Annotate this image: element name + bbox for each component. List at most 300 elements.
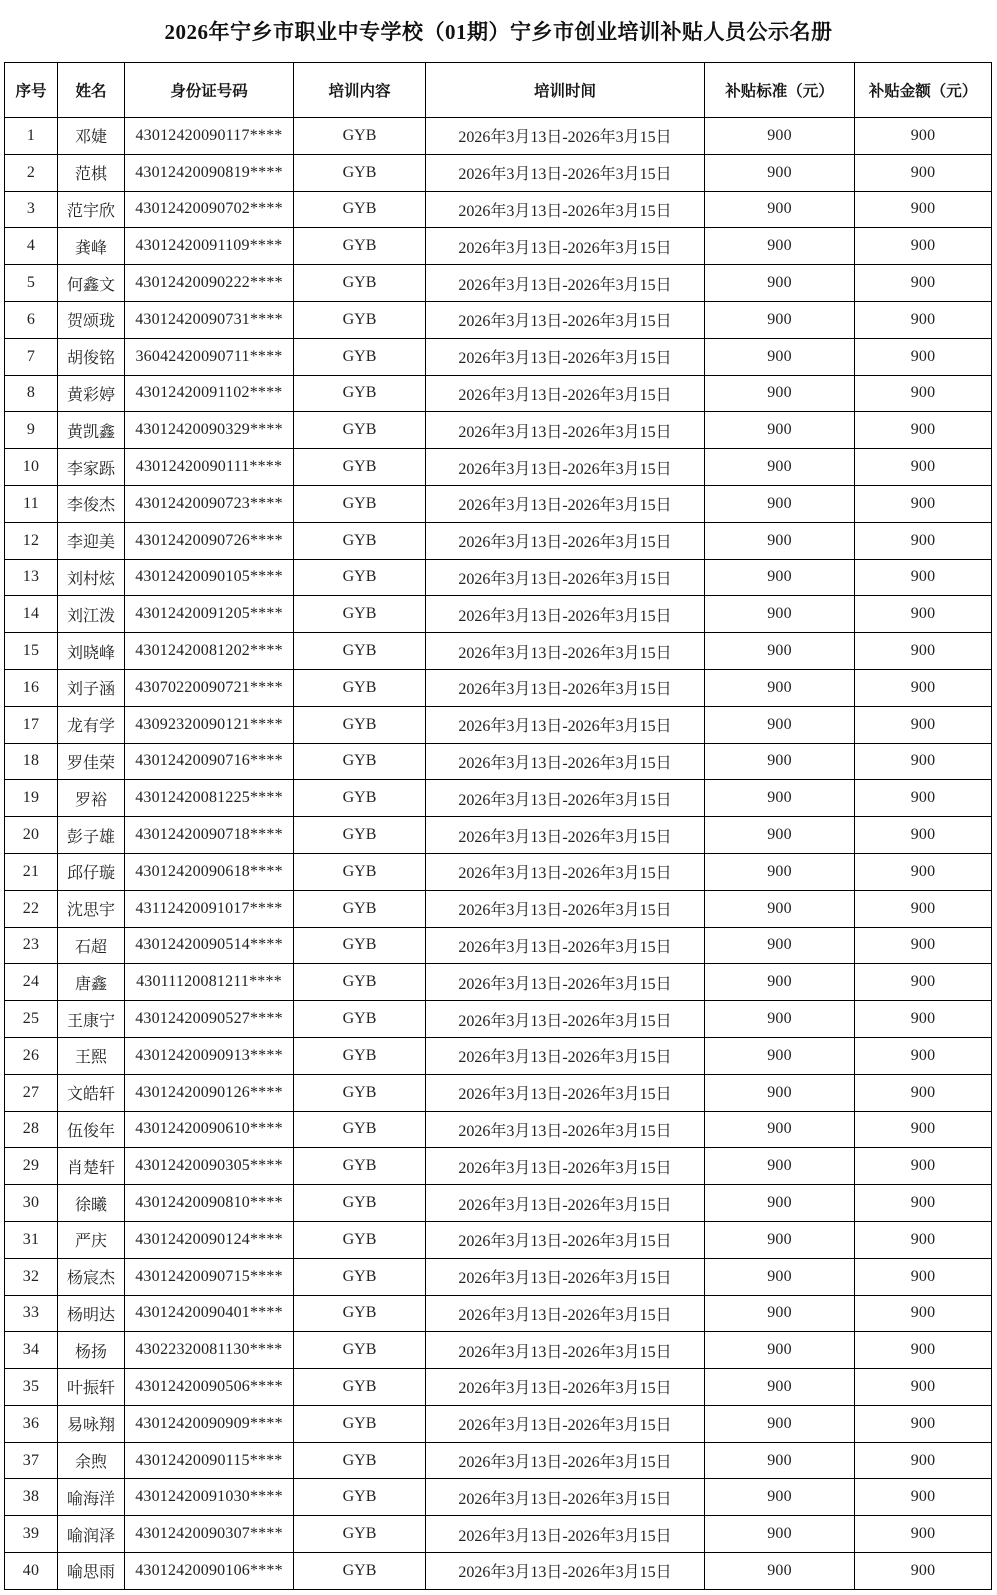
cell-standard: 900 bbox=[705, 1295, 855, 1332]
cell-id: 43012420090329**** bbox=[125, 412, 294, 449]
cell-time: 2026年3月13日-2026年3月15日 bbox=[426, 449, 705, 486]
cell-name: 刘江泼 bbox=[58, 596, 125, 633]
cell-id: 43012420090715**** bbox=[125, 1258, 294, 1295]
cell-seq: 1 bbox=[5, 118, 58, 155]
cell-id: 43012420090618**** bbox=[125, 853, 294, 890]
cell-content: GYB bbox=[294, 1295, 426, 1332]
cell-standard: 900 bbox=[705, 927, 855, 964]
cell-content: GYB bbox=[294, 1479, 426, 1516]
cell-time: 2026年3月13日-2026年3月15日 bbox=[426, 817, 705, 854]
table-row bbox=[5, 853, 992, 890]
cell-name: 黄彩婷 bbox=[58, 375, 125, 412]
cell-standard: 900 bbox=[705, 1258, 855, 1295]
cell-id: 43012420090723**** bbox=[125, 485, 294, 522]
table-row bbox=[5, 1185, 992, 1222]
page-title: 2026年宁乡市职业中专学校（01期）宁乡市创业培训补贴人员公示名册 bbox=[164, 20, 833, 44]
cell-amount: 900 bbox=[855, 1442, 992, 1479]
table-row bbox=[5, 1295, 992, 1332]
cell-standard: 900 bbox=[705, 412, 855, 449]
cell-name: 李家跞 bbox=[58, 449, 125, 486]
column-header-name: 姓名 bbox=[58, 63, 125, 118]
cell-time: 2026年3月13日-2026年3月15日 bbox=[426, 1037, 705, 1074]
cell-amount: 900 bbox=[855, 743, 992, 780]
cell-seq: 9 bbox=[5, 412, 58, 449]
cell-standard: 900 bbox=[705, 559, 855, 596]
cell-standard: 900 bbox=[705, 780, 855, 817]
cell-name: 石超 bbox=[58, 927, 125, 964]
cell-name: 余煦 bbox=[58, 1442, 125, 1479]
cell-content: GYB bbox=[294, 743, 426, 780]
cell-content: GYB bbox=[294, 191, 426, 228]
cell-id: 43012420090124**** bbox=[125, 1221, 294, 1258]
cell-name: 王熙 bbox=[58, 1037, 125, 1074]
cell-amount: 900 bbox=[855, 1295, 992, 1332]
cell-seq: 28 bbox=[5, 1111, 58, 1148]
cell-standard: 900 bbox=[705, 743, 855, 780]
cell-name: 李俊杰 bbox=[58, 485, 125, 522]
cell-name: 何鑫文 bbox=[58, 265, 125, 302]
cell-content: GYB bbox=[294, 1037, 426, 1074]
cell-content: GYB bbox=[294, 1332, 426, 1369]
cell-standard: 900 bbox=[705, 1405, 855, 1442]
cell-amount: 900 bbox=[855, 1037, 992, 1074]
cell-time: 2026年3月13日-2026年3月15日 bbox=[426, 1405, 705, 1442]
cell-content: GYB bbox=[294, 1442, 426, 1479]
cell-amount: 900 bbox=[855, 412, 992, 449]
cell-time: 2026年3月13日-2026年3月15日 bbox=[426, 375, 705, 412]
cell-id: 43012420090111**** bbox=[125, 449, 294, 486]
cell-id: 43012420090106**** bbox=[125, 1553, 294, 1590]
table-row bbox=[5, 964, 992, 1001]
table-row bbox=[5, 1442, 992, 1479]
cell-amount: 900 bbox=[855, 449, 992, 486]
table-row bbox=[5, 817, 992, 854]
cell-seq: 39 bbox=[5, 1516, 58, 1553]
cell-amount: 900 bbox=[855, 669, 992, 706]
cell-standard: 900 bbox=[705, 596, 855, 633]
cell-standard: 900 bbox=[705, 1001, 855, 1038]
cell-time: 2026年3月13日-2026年3月15日 bbox=[426, 780, 705, 817]
cell-content: GYB bbox=[294, 154, 426, 191]
cell-name: 喻思雨 bbox=[58, 1553, 125, 1590]
cell-standard: 900 bbox=[705, 817, 855, 854]
cell-amount: 900 bbox=[855, 706, 992, 743]
cell-name: 胡俊铭 bbox=[58, 338, 125, 375]
cell-amount: 900 bbox=[855, 1369, 992, 1406]
cell-id: 43012420090819**** bbox=[125, 154, 294, 191]
cell-name: 罗佳荣 bbox=[58, 743, 125, 780]
table-row bbox=[5, 1111, 992, 1148]
cell-content: GYB bbox=[294, 1111, 426, 1148]
cell-content: GYB bbox=[294, 1553, 426, 1590]
cell-seq: 22 bbox=[5, 890, 58, 927]
cell-id: 43012420090305**** bbox=[125, 1148, 294, 1185]
cell-standard: 900 bbox=[705, 1221, 855, 1258]
table-header bbox=[5, 63, 992, 118]
table-row bbox=[5, 265, 992, 302]
column-header-amount: 补贴金额（元） bbox=[855, 63, 992, 118]
cell-amount: 900 bbox=[855, 118, 992, 155]
cell-content: GYB bbox=[294, 1405, 426, 1442]
cell-name: 邱仔璇 bbox=[58, 853, 125, 890]
cell-seq: 10 bbox=[5, 449, 58, 486]
cell-seq: 25 bbox=[5, 1001, 58, 1038]
table-row bbox=[5, 706, 992, 743]
cell-amount: 900 bbox=[855, 228, 992, 265]
cell-time: 2026年3月13日-2026年3月15日 bbox=[426, 1295, 705, 1332]
table-row bbox=[5, 301, 992, 338]
cell-content: GYB bbox=[294, 449, 426, 486]
cell-time: 2026年3月13日-2026年3月15日 bbox=[426, 265, 705, 302]
cell-id: 43012420091102**** bbox=[125, 375, 294, 412]
cell-seq: 20 bbox=[5, 817, 58, 854]
cell-time: 2026年3月13日-2026年3月15日 bbox=[426, 1332, 705, 1369]
cell-content: GYB bbox=[294, 964, 426, 1001]
cell-name: 唐鑫 bbox=[58, 964, 125, 1001]
cell-standard: 900 bbox=[705, 1148, 855, 1185]
cell-seq: 7 bbox=[5, 338, 58, 375]
column-header-time: 培训时间 bbox=[426, 63, 705, 118]
cell-time: 2026年3月13日-2026年3月15日 bbox=[426, 1111, 705, 1148]
cell-seq: 33 bbox=[5, 1295, 58, 1332]
cell-standard: 900 bbox=[705, 522, 855, 559]
cell-time: 2026年3月13日-2026年3月15日 bbox=[426, 1553, 705, 1590]
cell-amount: 900 bbox=[855, 1185, 992, 1222]
cell-seq: 23 bbox=[5, 927, 58, 964]
cell-standard: 900 bbox=[705, 485, 855, 522]
cell-name: 贺颂珑 bbox=[58, 301, 125, 338]
cell-amount: 900 bbox=[855, 1479, 992, 1516]
cell-id: 43012420091030**** bbox=[125, 1479, 294, 1516]
cell-content: GYB bbox=[294, 1258, 426, 1295]
subsidy-roster-table bbox=[4, 62, 992, 1590]
cell-amount: 900 bbox=[855, 596, 992, 633]
cell-time: 2026年3月13日-2026年3月15日 bbox=[426, 890, 705, 927]
cell-name: 邓婕 bbox=[58, 118, 125, 155]
cell-standard: 900 bbox=[705, 375, 855, 412]
cell-amount: 900 bbox=[855, 1258, 992, 1295]
cell-content: GYB bbox=[294, 265, 426, 302]
cell-name: 龚峰 bbox=[58, 228, 125, 265]
table-row bbox=[5, 1001, 992, 1038]
cell-id: 43011120081211**** bbox=[125, 964, 294, 1001]
cell-name: 范棋 bbox=[58, 154, 125, 191]
cell-content: GYB bbox=[294, 522, 426, 559]
cell-content: GYB bbox=[294, 412, 426, 449]
cell-id: 43012420090909**** bbox=[125, 1405, 294, 1442]
cell-seq: 4 bbox=[5, 228, 58, 265]
cell-time: 2026年3月13日-2026年3月15日 bbox=[426, 1479, 705, 1516]
cell-amount: 900 bbox=[855, 301, 992, 338]
table-row bbox=[5, 1369, 992, 1406]
table-row bbox=[5, 412, 992, 449]
table-header-row bbox=[5, 63, 992, 118]
cell-time: 2026年3月13日-2026年3月15日 bbox=[426, 118, 705, 155]
cell-time: 2026年3月13日-2026年3月15日 bbox=[426, 853, 705, 890]
cell-seq: 27 bbox=[5, 1074, 58, 1111]
cell-name: 彭子雄 bbox=[58, 817, 125, 854]
table-row bbox=[5, 559, 992, 596]
cell-content: GYB bbox=[294, 228, 426, 265]
cell-time: 2026年3月13日-2026年3月15日 bbox=[426, 964, 705, 1001]
cell-id: 43012420090401**** bbox=[125, 1295, 294, 1332]
cell-content: GYB bbox=[294, 780, 426, 817]
cell-amount: 900 bbox=[855, 1001, 992, 1038]
table-row bbox=[5, 154, 992, 191]
cell-seq: 14 bbox=[5, 596, 58, 633]
cell-content: GYB bbox=[294, 927, 426, 964]
cell-content: GYB bbox=[294, 1001, 426, 1038]
table-row bbox=[5, 743, 992, 780]
cell-seq: 18 bbox=[5, 743, 58, 780]
cell-name: 罗裕 bbox=[58, 780, 125, 817]
cell-standard: 900 bbox=[705, 1037, 855, 1074]
cell-time: 2026年3月13日-2026年3月15日 bbox=[426, 154, 705, 191]
cell-seq: 15 bbox=[5, 633, 58, 670]
cell-id: 36042420090711**** bbox=[125, 338, 294, 375]
cell-name: 杨扬 bbox=[58, 1332, 125, 1369]
cell-id: 43092320090121**** bbox=[125, 706, 294, 743]
table-row bbox=[5, 228, 992, 265]
cell-seq: 29 bbox=[5, 1148, 58, 1185]
table-body bbox=[5, 118, 992, 1590]
cell-amount: 900 bbox=[855, 154, 992, 191]
cell-time: 2026年3月13日-2026年3月15日 bbox=[426, 1148, 705, 1185]
cell-time: 2026年3月13日-2026年3月15日 bbox=[426, 228, 705, 265]
cell-amount: 900 bbox=[855, 1553, 992, 1590]
cell-seq: 37 bbox=[5, 1442, 58, 1479]
table-row bbox=[5, 375, 992, 412]
cell-seq: 38 bbox=[5, 1479, 58, 1516]
cell-standard: 900 bbox=[705, 1479, 855, 1516]
cell-standard: 900 bbox=[705, 853, 855, 890]
cell-name: 易咏翔 bbox=[58, 1405, 125, 1442]
cell-amount: 900 bbox=[855, 375, 992, 412]
cell-content: GYB bbox=[294, 853, 426, 890]
cell-amount: 900 bbox=[855, 338, 992, 375]
cell-time: 2026年3月13日-2026年3月15日 bbox=[426, 1221, 705, 1258]
table-row bbox=[5, 1516, 992, 1553]
cell-content: GYB bbox=[294, 559, 426, 596]
cell-standard: 900 bbox=[705, 265, 855, 302]
cell-name: 文皓轩 bbox=[58, 1074, 125, 1111]
table-row bbox=[5, 338, 992, 375]
cell-id: 43012420090115**** bbox=[125, 1442, 294, 1479]
cell-amount: 900 bbox=[855, 265, 992, 302]
cell-standard: 900 bbox=[705, 228, 855, 265]
cell-time: 2026年3月13日-2026年3月15日 bbox=[426, 927, 705, 964]
cell-content: GYB bbox=[294, 890, 426, 927]
cell-content: GYB bbox=[294, 596, 426, 633]
cell-standard: 900 bbox=[705, 301, 855, 338]
cell-time: 2026年3月13日-2026年3月15日 bbox=[426, 596, 705, 633]
table-row bbox=[5, 1037, 992, 1074]
cell-content: GYB bbox=[294, 375, 426, 412]
cell-name: 黄凯鑫 bbox=[58, 412, 125, 449]
cell-amount: 900 bbox=[855, 890, 992, 927]
cell-content: GYB bbox=[294, 1148, 426, 1185]
table-row bbox=[5, 1148, 992, 1185]
cell-amount: 900 bbox=[855, 522, 992, 559]
cell-seq: 12 bbox=[5, 522, 58, 559]
column-header-content: 培训内容 bbox=[294, 63, 426, 118]
cell-name: 范宇欣 bbox=[58, 191, 125, 228]
cell-seq: 40 bbox=[5, 1553, 58, 1590]
cell-id: 43012420090222**** bbox=[125, 265, 294, 302]
cell-name: 肖楚轩 bbox=[58, 1148, 125, 1185]
cell-name: 喻润泽 bbox=[58, 1516, 125, 1553]
cell-amount: 900 bbox=[855, 1405, 992, 1442]
cell-standard: 900 bbox=[705, 154, 855, 191]
cell-id: 43012420090716**** bbox=[125, 743, 294, 780]
column-header-standard: 补贴标准（元） bbox=[705, 63, 855, 118]
table-row bbox=[5, 1405, 992, 1442]
cell-id: 43012420090702**** bbox=[125, 191, 294, 228]
cell-standard: 900 bbox=[705, 1553, 855, 1590]
cell-content: GYB bbox=[294, 338, 426, 375]
cell-content: GYB bbox=[294, 485, 426, 522]
cell-time: 2026年3月13日-2026年3月15日 bbox=[426, 1001, 705, 1038]
cell-seq: 34 bbox=[5, 1332, 58, 1369]
cell-name: 王康宁 bbox=[58, 1001, 125, 1038]
cell-time: 2026年3月13日-2026年3月15日 bbox=[426, 412, 705, 449]
cell-amount: 900 bbox=[855, 817, 992, 854]
cell-id: 43012420081225**** bbox=[125, 780, 294, 817]
cell-name: 杨宸杰 bbox=[58, 1258, 125, 1295]
cell-standard: 900 bbox=[705, 191, 855, 228]
table-row bbox=[5, 1479, 992, 1516]
cell-time: 2026年3月13日-2026年3月15日 bbox=[426, 706, 705, 743]
cell-time: 2026年3月13日-2026年3月15日 bbox=[426, 1516, 705, 1553]
cell-standard: 900 bbox=[705, 1369, 855, 1406]
cell-standard: 900 bbox=[705, 118, 855, 155]
table-row bbox=[5, 927, 992, 964]
table-row bbox=[5, 890, 992, 927]
cell-amount: 900 bbox=[855, 1111, 992, 1148]
cell-id: 43012420081202**** bbox=[125, 633, 294, 670]
table-row bbox=[5, 780, 992, 817]
table-row bbox=[5, 1553, 992, 1590]
cell-id: 43012420090105**** bbox=[125, 559, 294, 596]
cell-id: 43012420090718**** bbox=[125, 817, 294, 854]
table-row bbox=[5, 1221, 992, 1258]
cell-id: 43012420090913**** bbox=[125, 1037, 294, 1074]
cell-content: GYB bbox=[294, 1074, 426, 1111]
cell-seq: 30 bbox=[5, 1185, 58, 1222]
cell-seq: 31 bbox=[5, 1221, 58, 1258]
cell-amount: 900 bbox=[855, 964, 992, 1001]
cell-name: 叶振轩 bbox=[58, 1369, 125, 1406]
cell-id: 43012420090514**** bbox=[125, 927, 294, 964]
cell-id: 43012420090126**** bbox=[125, 1074, 294, 1111]
cell-content: GYB bbox=[294, 669, 426, 706]
cell-time: 2026年3月13日-2026年3月15日 bbox=[426, 633, 705, 670]
cell-time: 2026年3月13日-2026年3月15日 bbox=[426, 1185, 705, 1222]
cell-id: 43012420090731**** bbox=[125, 301, 294, 338]
cell-standard: 900 bbox=[705, 1332, 855, 1369]
cell-id: 43012420090726**** bbox=[125, 522, 294, 559]
cell-id: 43012420090307**** bbox=[125, 1516, 294, 1553]
cell-standard: 900 bbox=[705, 669, 855, 706]
cell-seq: 26 bbox=[5, 1037, 58, 1074]
table-row bbox=[5, 1332, 992, 1369]
cell-time: 2026年3月13日-2026年3月15日 bbox=[426, 1369, 705, 1406]
cell-amount: 900 bbox=[855, 559, 992, 596]
cell-id: 43012420090810**** bbox=[125, 1185, 294, 1222]
table-row bbox=[5, 118, 992, 155]
cell-seq: 24 bbox=[5, 964, 58, 1001]
cell-standard: 900 bbox=[705, 338, 855, 375]
column-header-id: 身份证号码 bbox=[125, 63, 294, 118]
cell-time: 2026年3月13日-2026年3月15日 bbox=[426, 522, 705, 559]
cell-id: 43022320081130**** bbox=[125, 1332, 294, 1369]
cell-name: 沈思宇 bbox=[58, 890, 125, 927]
cell-standard: 900 bbox=[705, 633, 855, 670]
cell-content: GYB bbox=[294, 1221, 426, 1258]
cell-id: 43012420091205**** bbox=[125, 596, 294, 633]
cell-id: 43070220090721**** bbox=[125, 669, 294, 706]
cell-standard: 900 bbox=[705, 964, 855, 1001]
cell-amount: 900 bbox=[855, 1148, 992, 1185]
cell-id: 43112420091017**** bbox=[125, 890, 294, 927]
table-row bbox=[5, 191, 992, 228]
table-row bbox=[5, 633, 992, 670]
cell-amount: 900 bbox=[855, 485, 992, 522]
cell-name: 李迎美 bbox=[58, 522, 125, 559]
cell-id: 43012420090117**** bbox=[125, 118, 294, 155]
cell-time: 2026年3月13日-2026年3月15日 bbox=[426, 301, 705, 338]
cell-name: 龙有学 bbox=[58, 706, 125, 743]
cell-seq: 6 bbox=[5, 301, 58, 338]
cell-time: 2026年3月13日-2026年3月15日 bbox=[426, 1258, 705, 1295]
table-row bbox=[5, 669, 992, 706]
table-row bbox=[5, 485, 992, 522]
cell-content: GYB bbox=[294, 1185, 426, 1222]
cell-time: 2026年3月13日-2026年3月15日 bbox=[426, 1442, 705, 1479]
cell-time: 2026年3月13日-2026年3月15日 bbox=[426, 485, 705, 522]
cell-seq: 3 bbox=[5, 191, 58, 228]
cell-seq: 35 bbox=[5, 1369, 58, 1406]
cell-standard: 900 bbox=[705, 1185, 855, 1222]
cell-name: 刘村炫 bbox=[58, 559, 125, 596]
cell-amount: 900 bbox=[855, 1332, 992, 1369]
cell-time: 2026年3月13日-2026年3月15日 bbox=[426, 338, 705, 375]
cell-seq: 8 bbox=[5, 375, 58, 412]
cell-standard: 900 bbox=[705, 449, 855, 486]
cell-name: 徐曦 bbox=[58, 1185, 125, 1222]
table-row bbox=[5, 522, 992, 559]
table-row bbox=[5, 449, 992, 486]
cell-content: GYB bbox=[294, 633, 426, 670]
cell-content: GYB bbox=[294, 706, 426, 743]
cell-time: 2026年3月13日-2026年3月15日 bbox=[426, 1074, 705, 1111]
cell-name: 刘晓峰 bbox=[58, 633, 125, 670]
cell-amount: 900 bbox=[855, 927, 992, 964]
cell-time: 2026年3月13日-2026年3月15日 bbox=[426, 743, 705, 780]
cell-name: 喻海洋 bbox=[58, 1479, 125, 1516]
cell-time: 2026年3月13日-2026年3月15日 bbox=[426, 669, 705, 706]
cell-id: 43012420090506**** bbox=[125, 1369, 294, 1406]
cell-id: 43012420090610**** bbox=[125, 1111, 294, 1148]
cell-id: 43012420090527**** bbox=[125, 1001, 294, 1038]
table-row bbox=[5, 1074, 992, 1111]
cell-seq: 13 bbox=[5, 559, 58, 596]
cell-content: GYB bbox=[294, 1516, 426, 1553]
cell-seq: 16 bbox=[5, 669, 58, 706]
table-row bbox=[5, 596, 992, 633]
cell-seq: 5 bbox=[5, 265, 58, 302]
cell-standard: 900 bbox=[705, 1442, 855, 1479]
